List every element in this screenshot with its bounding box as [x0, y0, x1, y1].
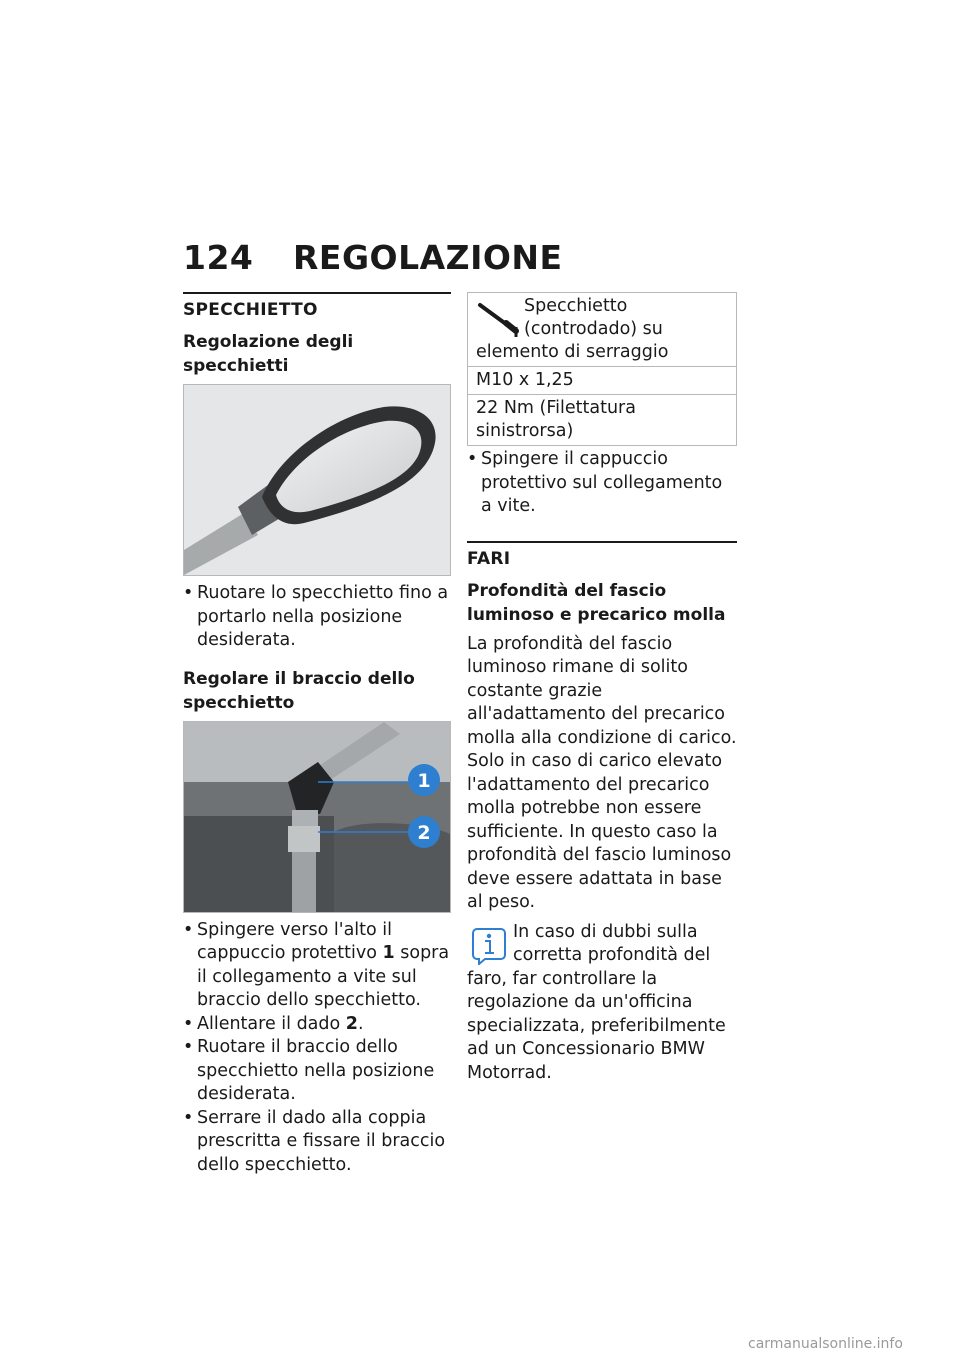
torque-wrench-icon [476, 299, 520, 339]
section-rule [183, 292, 451, 294]
right-column [467, 292, 737, 1085]
spec-title-cell [468, 293, 737, 367]
spec-thread: M10 x 1,25 [468, 367, 737, 395]
steps-list-1 [183, 582, 451, 653]
subheading-beam-depth: Profondità del fascio luminoso e precarico molla [467, 580, 726, 625]
mirror-arm-illustration [184, 722, 450, 912]
info-note [467, 921, 737, 1086]
info-text: In caso di dubbi sulla corretta profondità del faro, far controllare la regolazione da un'officina specializzata, preferibilmente ad un Concessionario BMW Motorrad. [467, 921, 726, 1083]
list-item: • Serrare il dado alla coppia prescritta e fissare il braccio dello specchietto. [183, 1107, 451, 1178]
spec-torque: 22 Nm (Filettatura sinistrorsa) [468, 395, 737, 446]
list-item: • Spingere verso l'alto il cappuccio protettivo 1 sopra il collegamento a vite sul braccio dello specchietto. [183, 919, 451, 1013]
chapter-title: REGOLAZIONE [293, 238, 563, 277]
list-item: • Ruotare il braccio dello specchietto nella posizione desiderata. [183, 1036, 451, 1107]
page-number: 124 [183, 238, 254, 277]
callout-2: 2 [417, 821, 431, 844]
mirror-figure [183, 384, 451, 576]
mirror-illustration [184, 385, 450, 575]
left-column [183, 292, 451, 1177]
section-title-mirror: SPECCHIETTO [183, 300, 318, 320]
subheading-mirror-adjust: Regolazione degli specchietti [183, 332, 354, 376]
callout-1: 1 [417, 769, 431, 792]
section-title-headlights: FARI [467, 548, 511, 569]
info-icon [471, 925, 507, 965]
torque-spec-table [467, 292, 737, 446]
paragraph-beam-1: La profondità del fascio luminoso rimane di solito costante grazie all'adattamento del precarico molla alla condizione di carico. [467, 633, 737, 748]
subheading-arm-adjust: Regolare il braccio dello specchietto [183, 668, 415, 713]
list-item: • Allentare il dado 2. [183, 1013, 451, 1037]
mirror-arm-figure [183, 721, 451, 913]
watermark: carmanualsonline.info [748, 1336, 903, 1352]
steps-list-2 [183, 919, 451, 1178]
list-item: • Ruotare lo specchietto fino a portarlo nella posizione desiderata. [183, 582, 451, 653]
section-rule [467, 541, 737, 543]
steps-list-3 [467, 448, 737, 519]
paragraph-beam-2: Solo in caso di carico elevato l'adattamento del precarico molla potrebbe non essere sufficiente. In questo caso la profondità del fascio luminoso deve essere adattata in base al peso. [467, 751, 732, 912]
page-header [183, 238, 563, 277]
list-item: • Spingere il cappuccio protettivo sul collegamento a vite. [467, 448, 737, 519]
spec-title: Specchietto (controdado) su elemento di serraggio [476, 296, 669, 362]
